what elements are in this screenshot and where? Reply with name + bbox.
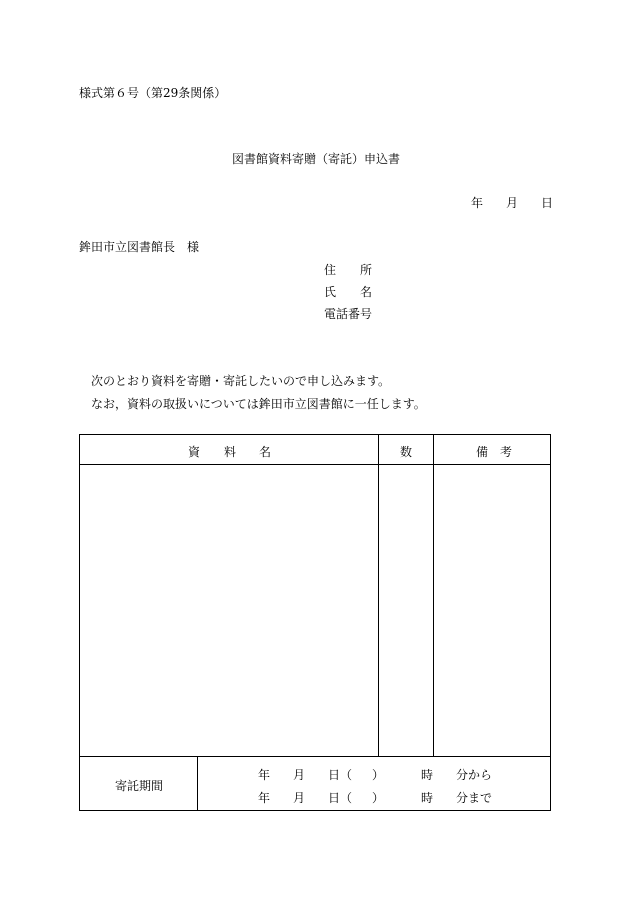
date-day-label: 日: [541, 196, 554, 210]
period-divider: [80, 756, 550, 757]
to-year-label: 年: [258, 791, 271, 805]
from-day-label: 日（: [328, 768, 353, 782]
header-material-part1: 資: [188, 445, 201, 459]
to-weekday-close: ）: [372, 791, 385, 805]
to-minute-label: 分まで: [456, 791, 493, 805]
form-number: 様式第６号（第29条関係）: [79, 86, 227, 100]
deposit-period-label: 寄託期間: [115, 779, 164, 793]
to-hour-label: 時: [421, 791, 434, 805]
address-label-part2: 所: [360, 263, 373, 277]
column-divider-remarks: [433, 435, 434, 757]
form-title: 図書館資料寄贈（寄託）申込書: [232, 152, 401, 166]
body-line-2: なお，資料の取扱いについては鉾田市立図書館に一任します。: [91, 397, 426, 411]
header-remarks-part1: 備: [476, 445, 489, 459]
material-table: [79, 434, 551, 811]
name-label-part1: 氏: [324, 285, 337, 299]
name-label-part2: 名: [360, 285, 373, 299]
from-year-label: 年: [258, 768, 271, 782]
to-day-label: 日（: [328, 791, 353, 805]
header-material-part3: 名: [259, 445, 272, 459]
header-count: 数: [400, 445, 413, 459]
period-label-divider: [197, 756, 198, 810]
from-month-label: 月: [293, 768, 306, 782]
date-year-label: 年: [471, 196, 484, 210]
to-month-label: 月: [293, 791, 306, 805]
addressee: 鉾田市立図書館長 様: [79, 240, 200, 254]
header-material-part2: 料: [224, 445, 237, 459]
phone-label: 電話番号: [324, 307, 373, 321]
from-hour-label: 時: [421, 768, 434, 782]
address-label-part1: 住: [324, 263, 337, 277]
from-weekday-close: ）: [372, 768, 385, 782]
date-month-label: 月: [506, 196, 519, 210]
body-line-1: 次のとおり資料を寄贈・寄託したいので申し込みます。: [91, 374, 391, 388]
header-divider: [80, 464, 550, 465]
from-minute-label: 分から: [456, 768, 493, 782]
header-remarks-part2: 考: [500, 445, 513, 459]
column-divider-count: [378, 435, 379, 757]
